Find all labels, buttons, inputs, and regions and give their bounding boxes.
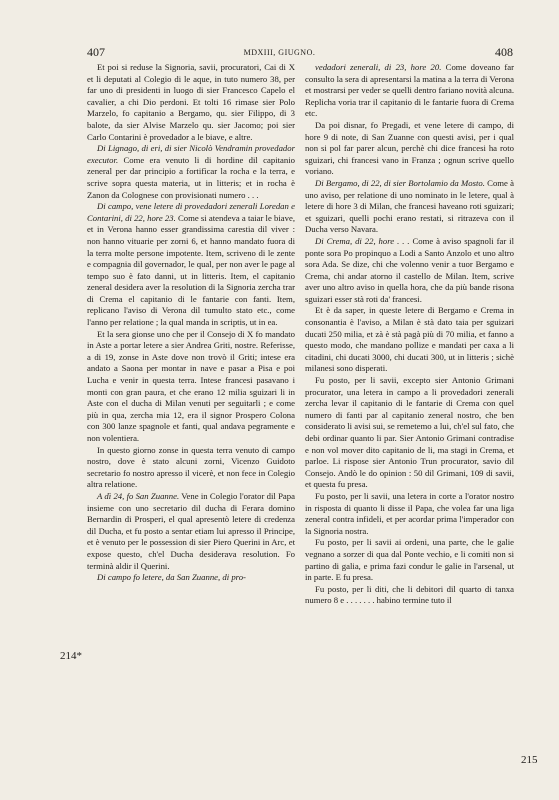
paragraph-text: Et è da saper, in queste letere di Bergamo e Crema in consonantia è l'aviso, a Milan è stà dato taia per sguizari ducati 250 milia, et zà è stà pagà più di 70 milia, et fanno a questo modo, che mandano pollize e mandati per caxa a li citadini, chi ducati 3000, chi ducati 300, ut in litteris ; sichè milanesi sono disperati. <box>305 305 514 374</box>
paragraph-lead: vedadori zenerali, di 23, hore 20. <box>315 62 442 72</box>
paragraph <box>305 236 514 306</box>
paragraph-text: Come doveano far consulto la sera di apresentarsi la matina a la terra di Verona et mostrarsi per veder se quelli dentro fariano novità alcuna. Replicha voria trar il capitanio di le fantarie fuora di Crema etc. <box>305 62 514 119</box>
paragraph-text: Et poi si reduse la Signoria, savii, procuratori, Cai di X et li deputati al Colegio di le aque, in tuto numero 38, per far uno di presidenti in luogo di sier Francesco Capelo el cavalier, a chi Dio perdoni. Et tolti 16 rimase sier Polo Marzelo, fo capitanio a Bergamo, qu. sier Filippo, di 3 balote, da sier Alvise Marzelo qu. sier Jacomo; poi sier Carlo Contarini è provedador a le biave, e altre. <box>87 62 295 142</box>
paragraph <box>305 537 514 583</box>
paragraph <box>305 178 514 236</box>
paragraph-text: Come era venuto li di hordine dil capitanio zeneral per dar principio a fortifìcar la rocha e la terra, e scrive sopra questa materia, ut in litteris; et in rocha è Zanon da Colognese con provisionati numero . . . <box>87 154 295 200</box>
paragraph-text: Come à uno aviso, per relatione di uno nominato in le letere, qual à letere di hore 3 di Milan, che francesi haveano roti sguizari; et sguizari, quelli pochi erano restati, si ritrazeva con il Ducha verso Navara. <box>305 177 515 235</box>
margin-number-right: 215 <box>521 754 538 766</box>
paragraph-lead: Di campo, vene letere di provedadori zenerali Loredan e Contarini, di 22, hore 23. <box>87 201 295 223</box>
paragraph <box>87 201 295 329</box>
paragraph <box>305 491 514 537</box>
left-column <box>87 62 295 584</box>
margin-number-left: 214* <box>60 650 82 662</box>
paragraph-text: In questo giorno zonse in questa terra venuto di campo nostro, dove è stato alcuni zorni, Vicenzo Guidoto secretario fo nostro apresso il vicerè, et non fece in Colegio altra relatione. <box>87 444 295 490</box>
page-number-left: 407 <box>87 45 105 59</box>
paragraph <box>87 445 295 491</box>
paragraph <box>305 584 514 607</box>
paragraph <box>305 305 514 375</box>
paragraph-text: Vene in Colegio l'orator dil Papa insieme con uno secretario dil ducha di Ferara domino Bernardin di Prosperi, el qual apresentò letere di credenza dil Ducha, et fu posto a sentar etiam lui apresso il Principe, et è venuto per le possession di sier Piero Querini in Arc, et expose questo, ch'el Ducha desiderava resolution. Fo terminà aldir il Querini. <box>87 490 295 571</box>
paragraph-text: Fu posto, per li savii, una letera in corte a l'orator nostro in risposta di quanto li disse il Papa, che volea far una liga zeneral contra infideli, et per acordar prima l'imperador con la Signoria nostra. <box>305 490 514 536</box>
paragraph <box>87 491 295 572</box>
paragraph <box>305 375 514 491</box>
paragraph-lead: Di Lignago, di eri, di sier Nicolò Vendramin provedador executor. <box>87 143 295 165</box>
paragraph <box>305 120 514 178</box>
paragraph <box>87 62 295 143</box>
paragraph-text: Fu posto, per li savii ai ordeni, una parte, che le galie vegnano a sorzer di qua dal Ponte vechio, e li comiti non si partino di galia, e prima fazi condur le galie in l'arsenal, ut in parte. E fu presa. <box>305 537 514 583</box>
paragraph <box>87 572 295 584</box>
paragraph-lead: Di campo fo letere, da San Zuanne, di pro- <box>97 572 246 583</box>
paragraph-text: Come si atendeva a taiar le biave, et in Verona hanno esser grandissima carestia dil viver : non hanno vituarie per zorni 6, et hanno mandato fuora di la terra molte persone impotente. Item, scriveno di le zente e compagnia dil governador, le qual, per non aver le page al tempo suo è fato danni, ut in litteris. Item, el capitanio zeneral desidera aver la resolution di la Signoria zercha trar di Crema el capitanio di le fantarie con fanti. Item, replicano l'aviso di Verona dil tumulto stato etc., come l'anno per relatione ; la qual manda in scriptis, ut in ea. <box>87 212 295 328</box>
paragraph <box>87 329 295 445</box>
right-column <box>305 62 514 607</box>
paragraph <box>305 62 514 120</box>
paragraph-lead: Di Bergamo, di 22, di sier Bortolamio da Mosto. <box>315 177 485 188</box>
paragraph-text: Et la sera gionse uno che per il Consejo di X fo mandato in Aste a portar letere a sier Andrea Griti, nostre. Referisse, a di 19, zonse in Aste dove non trovò il Griti; intese era andato a Saona per montar in nave e pasar a Pisa e poi Lucha e venir in questa terra. Intese francesi pasavano i monti con gran paura, et che erano 12 milia sguizari li in Aste con el ducha di Milan venuti per seguitarli ; e come più in qua, zercha mia 12, era il signor Prospero Colona con 300 lanze spagnole et fanti, qual andava pegramente e non volentiera. <box>87 328 295 443</box>
running-title: MDXIII, GIUGNO. <box>243 48 316 57</box>
paragraph-text: Come à aviso spagnoli far il ponte sora Po propinquo a Lodi a Santo Anzolo et uno altro sora Ada. Se dize, chi che volenno venir a tuor Bergamo e Crema, chi andar atorno il castello de Milan. Item, scrive aver uno altro aviso in quella hora, che da più bande risona sguizari esser stà roti da' francesi. <box>305 235 514 304</box>
paragraph-lead: A dì 24, fo San Zuanne. <box>97 490 180 501</box>
paragraph <box>87 143 295 201</box>
paragraph-text: Fu posto, per li diti, che li debitori dil quarto di tanxa numero 8 e . . . . . . . habino termine tuto il <box>305 583 514 606</box>
page-number-right: 408 <box>495 45 513 59</box>
paragraph-lead: Di Crema, di 22, hore . . . <box>315 235 410 246</box>
paragraph-text: Da poi disnar, fo Pregadi, et vene letere di campo, di hore 9 di note, di San Zuanne con questi avisi, per i qual non si pol far parer alcun, perchè chi dice francesi ha roto sguizari, chi francesi vano in Franza ; ognun scrive quello voriano. <box>305 119 514 177</box>
paragraph-text: Fu posto, per li savii, excepto sier Antonio Grimani procurator, una letera in campo a li provedadori zenerali zercha levar il capitanio di le fantarie di Crema con quel numero di fanti par al capitanio zeneral nostro, che ben considerato li avisi sui, se remetemo a lui, ch'el sul fato, che debi ordinar quanto li par. Sier Antonio Grimani contradise e non vol mover dito capitanio de li, ma stagi in Crema, et parloe. Li rispose sier Antonio Trun procurator, savio dil Consejo. Andò le do opinion : 50 dil Grimani, 109 di savii, et questa fu presa. <box>305 375 514 490</box>
